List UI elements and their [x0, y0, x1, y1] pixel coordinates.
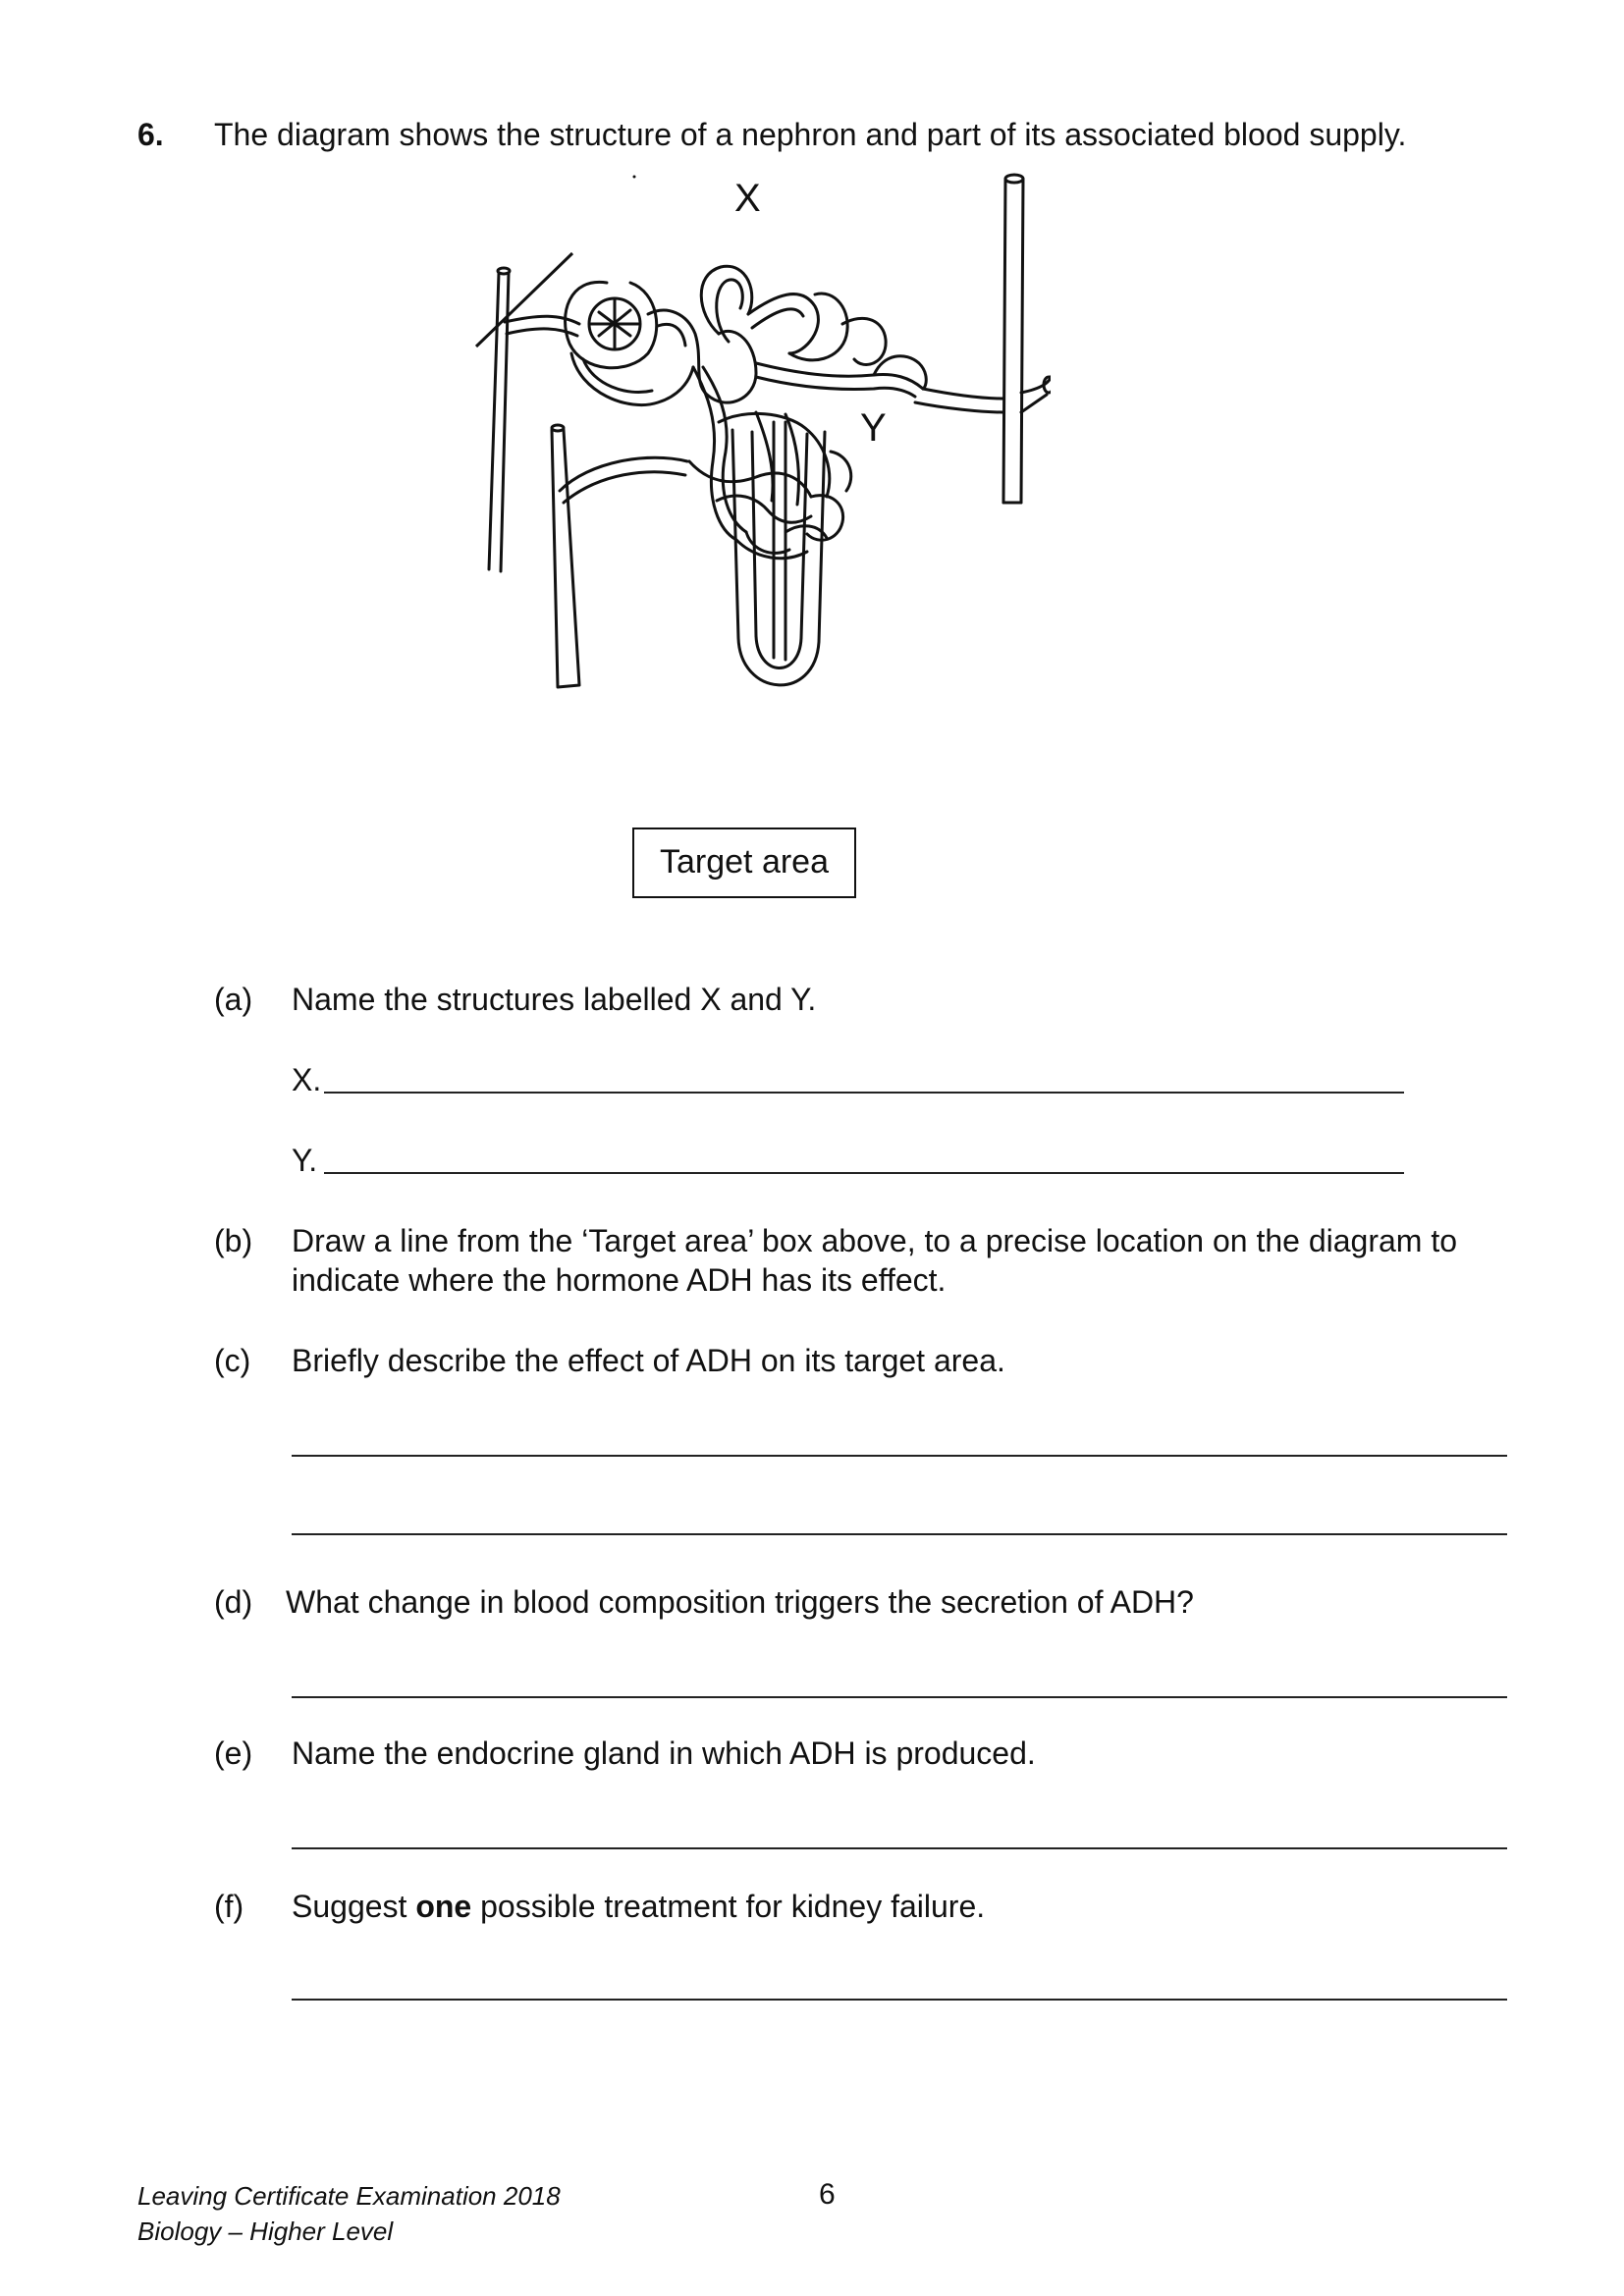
answer-line-f[interactable] [292, 1999, 1507, 2001]
distal-tubule [756, 363, 923, 389]
label-x: X [734, 177, 761, 220]
part-e-label: (e) [214, 1735, 253, 1771]
part-e-text: Name the endocrine gland in which ADH is produced. [292, 1735, 1036, 1771]
answer-x-prefix: X. [292, 1062, 322, 1097]
part-f-text-bold: one [415, 1889, 472, 1924]
part-f-text-before: Suggest [292, 1889, 416, 1924]
part-c-label: (c) [214, 1343, 251, 1378]
part-a-text: Name the structures labelled X and Y. [292, 982, 817, 1017]
lower-left-vessel [552, 430, 579, 687]
part-b-line1: Draw a line from the ‘Target area’ box above, to a precise location on the diagram to [292, 1223, 1458, 1258]
page-number: 6 [819, 2178, 836, 2211]
part-b-label: (b) [214, 1223, 253, 1258]
part-f-label: (f) [214, 1889, 244, 1924]
answer-line-d[interactable] [292, 1696, 1507, 1698]
part-d-label: (d) [214, 1584, 253, 1620]
answer-line-e[interactable] [292, 1847, 1507, 1849]
label-x-pointer [476, 253, 572, 347]
target-area-box: Target area [632, 828, 856, 898]
answer-line-c2[interactable] [292, 1533, 1507, 1535]
part-b-line2: indicate where the hormone ADH has its effect. [292, 1262, 947, 1298]
nephron-diagram [461, 167, 1051, 775]
answer-line-y[interactable] [324, 1172, 1404, 1174]
answer-line-x[interactable] [324, 1092, 1404, 1094]
question-stem: The diagram shows the structure of a nephron and part of its associated blood supply. [214, 117, 1407, 152]
part-f-text [292, 1887, 985, 1926]
question-number: 6. [137, 117, 164, 152]
label-y: Y [860, 406, 887, 450]
answer-y-prefix: Y. [292, 1143, 318, 1178]
part-a-label: (a) [214, 982, 253, 1017]
answer-line-c1[interactable] [292, 1455, 1507, 1457]
part-d-text: What change in blood composition triggers the secretion of ADH? [286, 1584, 1194, 1620]
part-c-text: Briefly describe the effect of ADH on its target area. [292, 1343, 1005, 1378]
footer-subject: Biology – Higher Level [137, 2216, 394, 2246]
part-f-text-after: possible treatment for kidney failure. [471, 1889, 986, 1924]
footer-exam-title: Leaving Certificate Examination 2018 [137, 2181, 561, 2211]
